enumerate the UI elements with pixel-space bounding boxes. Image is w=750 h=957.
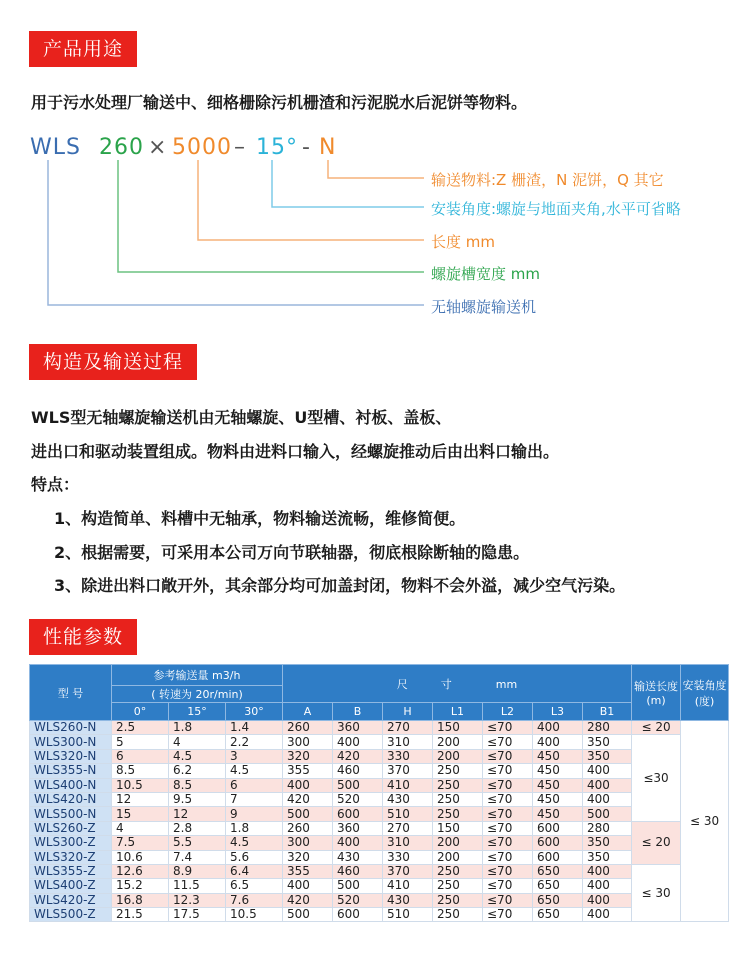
label-length: 长度 mm (431, 233, 495, 251)
value-cell: 2.8 (169, 821, 226, 835)
model-cell: WLS500-N (30, 807, 112, 821)
code-part-times: × (148, 135, 168, 160)
value-cell: 6.4 (226, 864, 283, 878)
value-cell: 320 (283, 850, 333, 864)
value-cell: 10.5 (226, 908, 283, 922)
value-cell: 250 (433, 879, 483, 893)
table-row (30, 821, 729, 835)
model-cell: WLS300-Z (30, 836, 112, 850)
header-model: 型 号 (30, 665, 112, 721)
value-cell: 370 (383, 764, 433, 778)
feature-item-3: 3、除进出料口敞开外，其余部分均可加盖封闭，物料不会外溢，减少空气污染。 (54, 576, 626, 595)
header-angle-3: 30° (226, 703, 283, 721)
value-cell: 600 (333, 807, 383, 821)
value-cell: 9 (226, 807, 283, 821)
value-cell: 400 (533, 721, 583, 735)
model-cell: WLS320-N (30, 749, 112, 763)
model-cell: WLS320-Z (30, 850, 112, 864)
value-cell: 17.5 (169, 908, 226, 922)
value-cell: 410 (383, 879, 433, 893)
label-width: 螺旋槽宽度 mm (431, 265, 540, 283)
label-type: 无轴螺旋输送机 (431, 298, 537, 316)
value-cell: 15.2 (112, 879, 169, 893)
value-cell: 250 (433, 792, 483, 806)
value-cell: 460 (333, 764, 383, 778)
value-cell: 350 (583, 836, 632, 850)
value-cell: 370 (383, 864, 433, 878)
value-cell: ≤70 (483, 908, 533, 922)
header-dimensions: 尺 寸 mm (283, 665, 632, 703)
value-cell: 2.5 (112, 721, 169, 735)
length-group-cell: ≤ 20 (632, 721, 681, 735)
table-row (30, 792, 729, 806)
value-cell: 520 (333, 792, 383, 806)
value-cell: 9.5 (169, 792, 226, 806)
value-cell: 510 (383, 807, 433, 821)
value-cell: 8.5 (169, 778, 226, 792)
value-cell: 4.5 (169, 749, 226, 763)
table-row (30, 879, 729, 893)
value-cell: 500 (283, 908, 333, 922)
table-row (30, 908, 729, 922)
value-cell: 7.5 (112, 836, 169, 850)
value-cell: 650 (533, 864, 583, 878)
value-cell: 430 (333, 850, 383, 864)
usage-text: 用于污水处理厂输送中、细格栅除污机栅渣和污泥脱水后泥饼等物料。 (31, 93, 528, 112)
value-cell: 3 (226, 749, 283, 763)
value-cell: 260 (283, 821, 333, 835)
header-dim-b: B (333, 703, 383, 721)
value-cell: 400 (533, 735, 583, 749)
value-cell: 250 (433, 908, 483, 922)
value-cell: 420 (283, 792, 333, 806)
value-cell: 350 (583, 749, 632, 763)
model-cell: WLS400-N (30, 778, 112, 792)
value-cell: 11.5 (169, 879, 226, 893)
value-cell: 400 (583, 893, 632, 907)
value-cell: 4.5 (226, 764, 283, 778)
value-cell: 450 (533, 807, 583, 821)
length-group-cell: ≤ 20 (632, 821, 681, 864)
header-dim-b1: B1 (583, 703, 632, 721)
value-cell: 400 (583, 879, 632, 893)
model-cell: WLS420-N (30, 792, 112, 806)
value-cell: 430 (383, 893, 433, 907)
model-cell: WLS500-Z (30, 908, 112, 922)
value-cell: 1.4 (226, 721, 283, 735)
value-cell: 400 (583, 764, 632, 778)
code-part-length: 5000 (172, 135, 232, 160)
feature-item-2: 2、根据需要，可采用本公司万向节联轴器，彻底根除断轴的隐患。 (54, 543, 530, 562)
spec-table (29, 664, 729, 922)
value-cell: ≤70 (483, 764, 533, 778)
value-cell: ≤70 (483, 778, 533, 792)
value-cell: 250 (433, 764, 483, 778)
value-cell: 250 (433, 807, 483, 821)
value-cell: 8.5 (112, 764, 169, 778)
value-cell: 260 (283, 721, 333, 735)
value-cell: 150 (433, 821, 483, 835)
value-cell: 650 (533, 879, 583, 893)
table-row (30, 735, 729, 749)
value-cell: 4.5 (226, 836, 283, 850)
value-cell: 310 (383, 836, 433, 850)
value-cell: 600 (533, 836, 583, 850)
value-cell: 400 (333, 836, 383, 850)
feature-item-1: 1、构造简单、料槽中无轴承，物料输送流畅，维修简便。 (54, 509, 466, 528)
value-cell: 350 (583, 850, 632, 864)
value-cell: 450 (533, 749, 583, 763)
value-cell: 21.5 (112, 908, 169, 922)
value-cell: 7.4 (169, 850, 226, 864)
table-row (30, 764, 729, 778)
value-cell: ≤70 (483, 879, 533, 893)
value-cell: 5 (112, 735, 169, 749)
value-cell: 5.5 (169, 836, 226, 850)
table-row (30, 893, 729, 907)
value-cell: 4 (112, 821, 169, 835)
section-title-usage: 产品用途 (29, 31, 137, 67)
value-cell: ≤70 (483, 749, 533, 763)
value-cell: 200 (433, 749, 483, 763)
value-cell: 280 (583, 721, 632, 735)
value-cell: 400 (583, 778, 632, 792)
table-row (30, 778, 729, 792)
value-cell: ≤70 (483, 821, 533, 835)
value-cell: 450 (533, 792, 583, 806)
value-cell: 600 (533, 850, 583, 864)
value-cell: 280 (583, 821, 632, 835)
value-cell: 420 (333, 749, 383, 763)
features-heading: 特点： (31, 475, 80, 494)
value-cell: 350 (583, 735, 632, 749)
header-dim-a: A (283, 703, 333, 721)
value-cell: 12.6 (112, 864, 169, 878)
table-row (30, 807, 729, 821)
code-part-angle: 15° (256, 135, 298, 160)
value-cell: 10.6 (112, 850, 169, 864)
value-cell: 250 (433, 893, 483, 907)
value-cell: 500 (333, 778, 383, 792)
value-cell: ≤70 (483, 792, 533, 806)
value-cell: 300 (283, 735, 333, 749)
value-cell: 600 (533, 821, 583, 835)
value-cell: 650 (533, 893, 583, 907)
model-cell: WLS355-N (30, 764, 112, 778)
header-angle: 安装角度(度) (681, 665, 729, 721)
code-part-dash2: - (302, 135, 311, 160)
value-cell: 12 (112, 792, 169, 806)
value-cell: 250 (433, 864, 483, 878)
section-title-specs: 性能参数 (29, 619, 137, 655)
value-cell: 5.6 (226, 850, 283, 864)
table-row (30, 864, 729, 878)
value-cell: 200 (433, 836, 483, 850)
header-dim-l2: L2 (483, 703, 533, 721)
value-cell: 1.8 (226, 821, 283, 835)
value-cell: 4 (169, 735, 226, 749)
value-cell: 330 (383, 749, 433, 763)
code-part-dash1: – (234, 135, 246, 160)
model-code-connector-lines (0, 0, 750, 330)
header-capacity: 参考输送量 m3/h (112, 665, 283, 686)
value-cell: 500 (333, 879, 383, 893)
value-cell: 355 (283, 864, 333, 878)
value-cell: 450 (533, 778, 583, 792)
value-cell: 420 (283, 893, 333, 907)
header-dim-l3: L3 (533, 703, 583, 721)
label-angle: 安装角度:螺旋与地面夹角,水平可省略 (431, 200, 681, 218)
value-cell: 200 (433, 735, 483, 749)
angle-cell: ≤ 30 (681, 721, 729, 922)
value-cell: 6.5 (226, 879, 283, 893)
model-cell: WLS260-Z (30, 821, 112, 835)
value-cell: 250 (433, 778, 483, 792)
section-title-structure: 构造及输送过程 (29, 344, 197, 380)
value-cell: 360 (333, 721, 383, 735)
value-cell: 355 (283, 764, 333, 778)
value-cell: ≤70 (483, 893, 533, 907)
value-cell: 150 (433, 721, 483, 735)
value-cell: 7.6 (226, 893, 283, 907)
value-cell: 8.9 (169, 864, 226, 878)
structure-line-2: 进出口和驱动装置组成。物料由进料口输入，经螺旋推动后由出料口输出。 (31, 442, 560, 461)
label-material: 输送物料:Z 栅渣，N 泥饼，Q 其它 (431, 171, 664, 189)
value-cell: 400 (283, 778, 333, 792)
header-speed: ( 转速为 20r/min) (112, 686, 283, 703)
value-cell: 400 (583, 864, 632, 878)
value-cell: 6 (112, 749, 169, 763)
model-cell: WLS300-N (30, 735, 112, 749)
code-part-width: 260 (99, 135, 144, 160)
value-cell: 310 (383, 735, 433, 749)
value-cell: 12.3 (169, 893, 226, 907)
code-part-material: N (319, 135, 337, 160)
value-cell: 600 (333, 908, 383, 922)
model-cell: WLS420-Z (30, 893, 112, 907)
value-cell: 500 (583, 807, 632, 821)
table-row (30, 850, 729, 864)
value-cell: 2.2 (226, 735, 283, 749)
value-cell: 16.8 (112, 893, 169, 907)
header-dim-h: H (383, 703, 433, 721)
value-cell: 200 (433, 850, 483, 864)
code-part-type: WLS (30, 135, 81, 160)
value-cell: 400 (583, 792, 632, 806)
value-cell: 6 (226, 778, 283, 792)
value-cell: 650 (533, 908, 583, 922)
value-cell: 12 (169, 807, 226, 821)
value-cell: ≤70 (483, 735, 533, 749)
value-cell: 450 (533, 764, 583, 778)
table-row (30, 836, 729, 850)
value-cell: 6.2 (169, 764, 226, 778)
structure-line-1: WLS型无轴螺旋输送机由无轴螺旋、U型槽、衬板、盖板、 (31, 408, 452, 427)
value-cell: 15 (112, 807, 169, 821)
model-cell: WLS400-Z (30, 879, 112, 893)
value-cell: ≤70 (483, 864, 533, 878)
table-row (30, 721, 729, 735)
value-cell: ≤70 (483, 850, 533, 864)
value-cell: 510 (383, 908, 433, 922)
value-cell: 10.5 (112, 778, 169, 792)
value-cell: 360 (333, 821, 383, 835)
length-group-cell: ≤ 30 (632, 864, 681, 922)
value-cell: 460 (333, 864, 383, 878)
header-angle-2: 15° (169, 703, 226, 721)
value-cell: 300 (283, 836, 333, 850)
value-cell: 400 (333, 735, 383, 749)
value-cell: ≤70 (483, 807, 533, 821)
value-cell: 430 (383, 792, 433, 806)
value-cell: 400 (283, 879, 333, 893)
value-cell: 7 (226, 792, 283, 806)
value-cell: 330 (383, 850, 433, 864)
value-cell: ≤70 (483, 836, 533, 850)
model-cell: WLS355-Z (30, 864, 112, 878)
header-length: 输送长度(m) (632, 665, 681, 721)
header-dim-l1: L1 (433, 703, 483, 721)
value-cell: 500 (283, 807, 333, 821)
model-cell: WLS260-N (30, 721, 112, 735)
value-cell: 320 (283, 749, 333, 763)
value-cell: 410 (383, 778, 433, 792)
value-cell: ≤70 (483, 721, 533, 735)
table-row (30, 749, 729, 763)
length-group-cell: ≤30 (632, 735, 681, 821)
header-angle-1: 0° (112, 703, 169, 721)
value-cell: 270 (383, 821, 433, 835)
value-cell: 400 (583, 908, 632, 922)
value-cell: 1.8 (169, 721, 226, 735)
value-cell: 270 (383, 721, 433, 735)
value-cell: 520 (333, 893, 383, 907)
